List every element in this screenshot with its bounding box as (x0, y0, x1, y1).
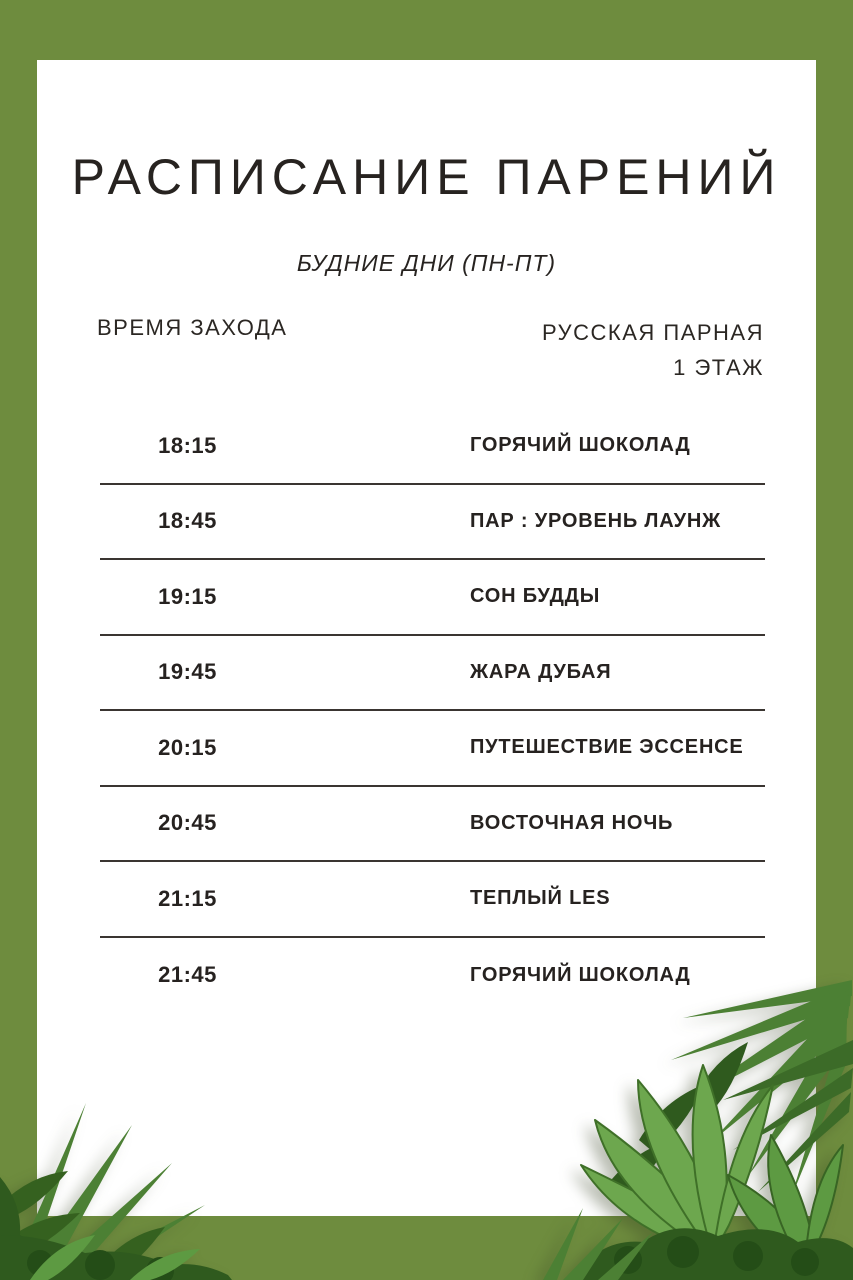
table-row (100, 485, 765, 561)
table-row (100, 636, 765, 712)
tropical-leaves-icon (543, 980, 853, 1280)
table-row (100, 787, 765, 863)
page-title: РАСПИСАНИЕ ПАРЕНИЙ (71, 149, 782, 205)
session-time: 21:45 (158, 962, 217, 988)
session-name: ВОСТОЧНАЯ НОЧЬ (470, 811, 674, 834)
schedule-table (100, 409, 765, 1013)
session-time: 21:15 (158, 885, 217, 911)
session-time: 18:45 (158, 508, 217, 534)
room-column-header (542, 315, 764, 385)
table-header (97, 315, 764, 385)
room-header-floor: 1 ЭТАЖ (673, 355, 764, 380)
session-name: ПАР : УРОВЕНЬ ЛАУНЖ (470, 509, 722, 532)
session-name: ГОРЯЧИЙ ШОКОЛАД (470, 963, 691, 986)
room-header-name: РУССКАЯ ПАРНАЯ (541, 320, 764, 345)
session-name: СОН БУДДЫ (470, 585, 601, 608)
session-time: 18:15 (158, 432, 217, 458)
time-column-header: ВРЕМЯ ЗАХОДА (97, 315, 288, 340)
session-name: ТЕПЛЫЙ LES (470, 887, 611, 910)
tropical-leaves-icon (0, 1085, 265, 1280)
session-name: ЖАРА ДУБАЯ (470, 660, 612, 683)
session-name: ГОРЯЧИЙ ШОКОЛАД (470, 434, 691, 457)
session-time: 19:15 (158, 583, 217, 609)
session-name: ПУТЕШЕСТВИЕ ЭССЕНСЕ (470, 736, 744, 759)
session-time: 20:15 (158, 734, 217, 760)
session-time: 20:45 (158, 810, 217, 836)
session-time: 19:45 (158, 659, 217, 685)
subtitle-weekdays: БУДНИЕ ДНИ (ПН-ПТ) (296, 250, 557, 276)
table-row (100, 711, 765, 787)
table-row (100, 862, 765, 938)
table-row (100, 409, 765, 485)
table-row (100, 560, 765, 636)
